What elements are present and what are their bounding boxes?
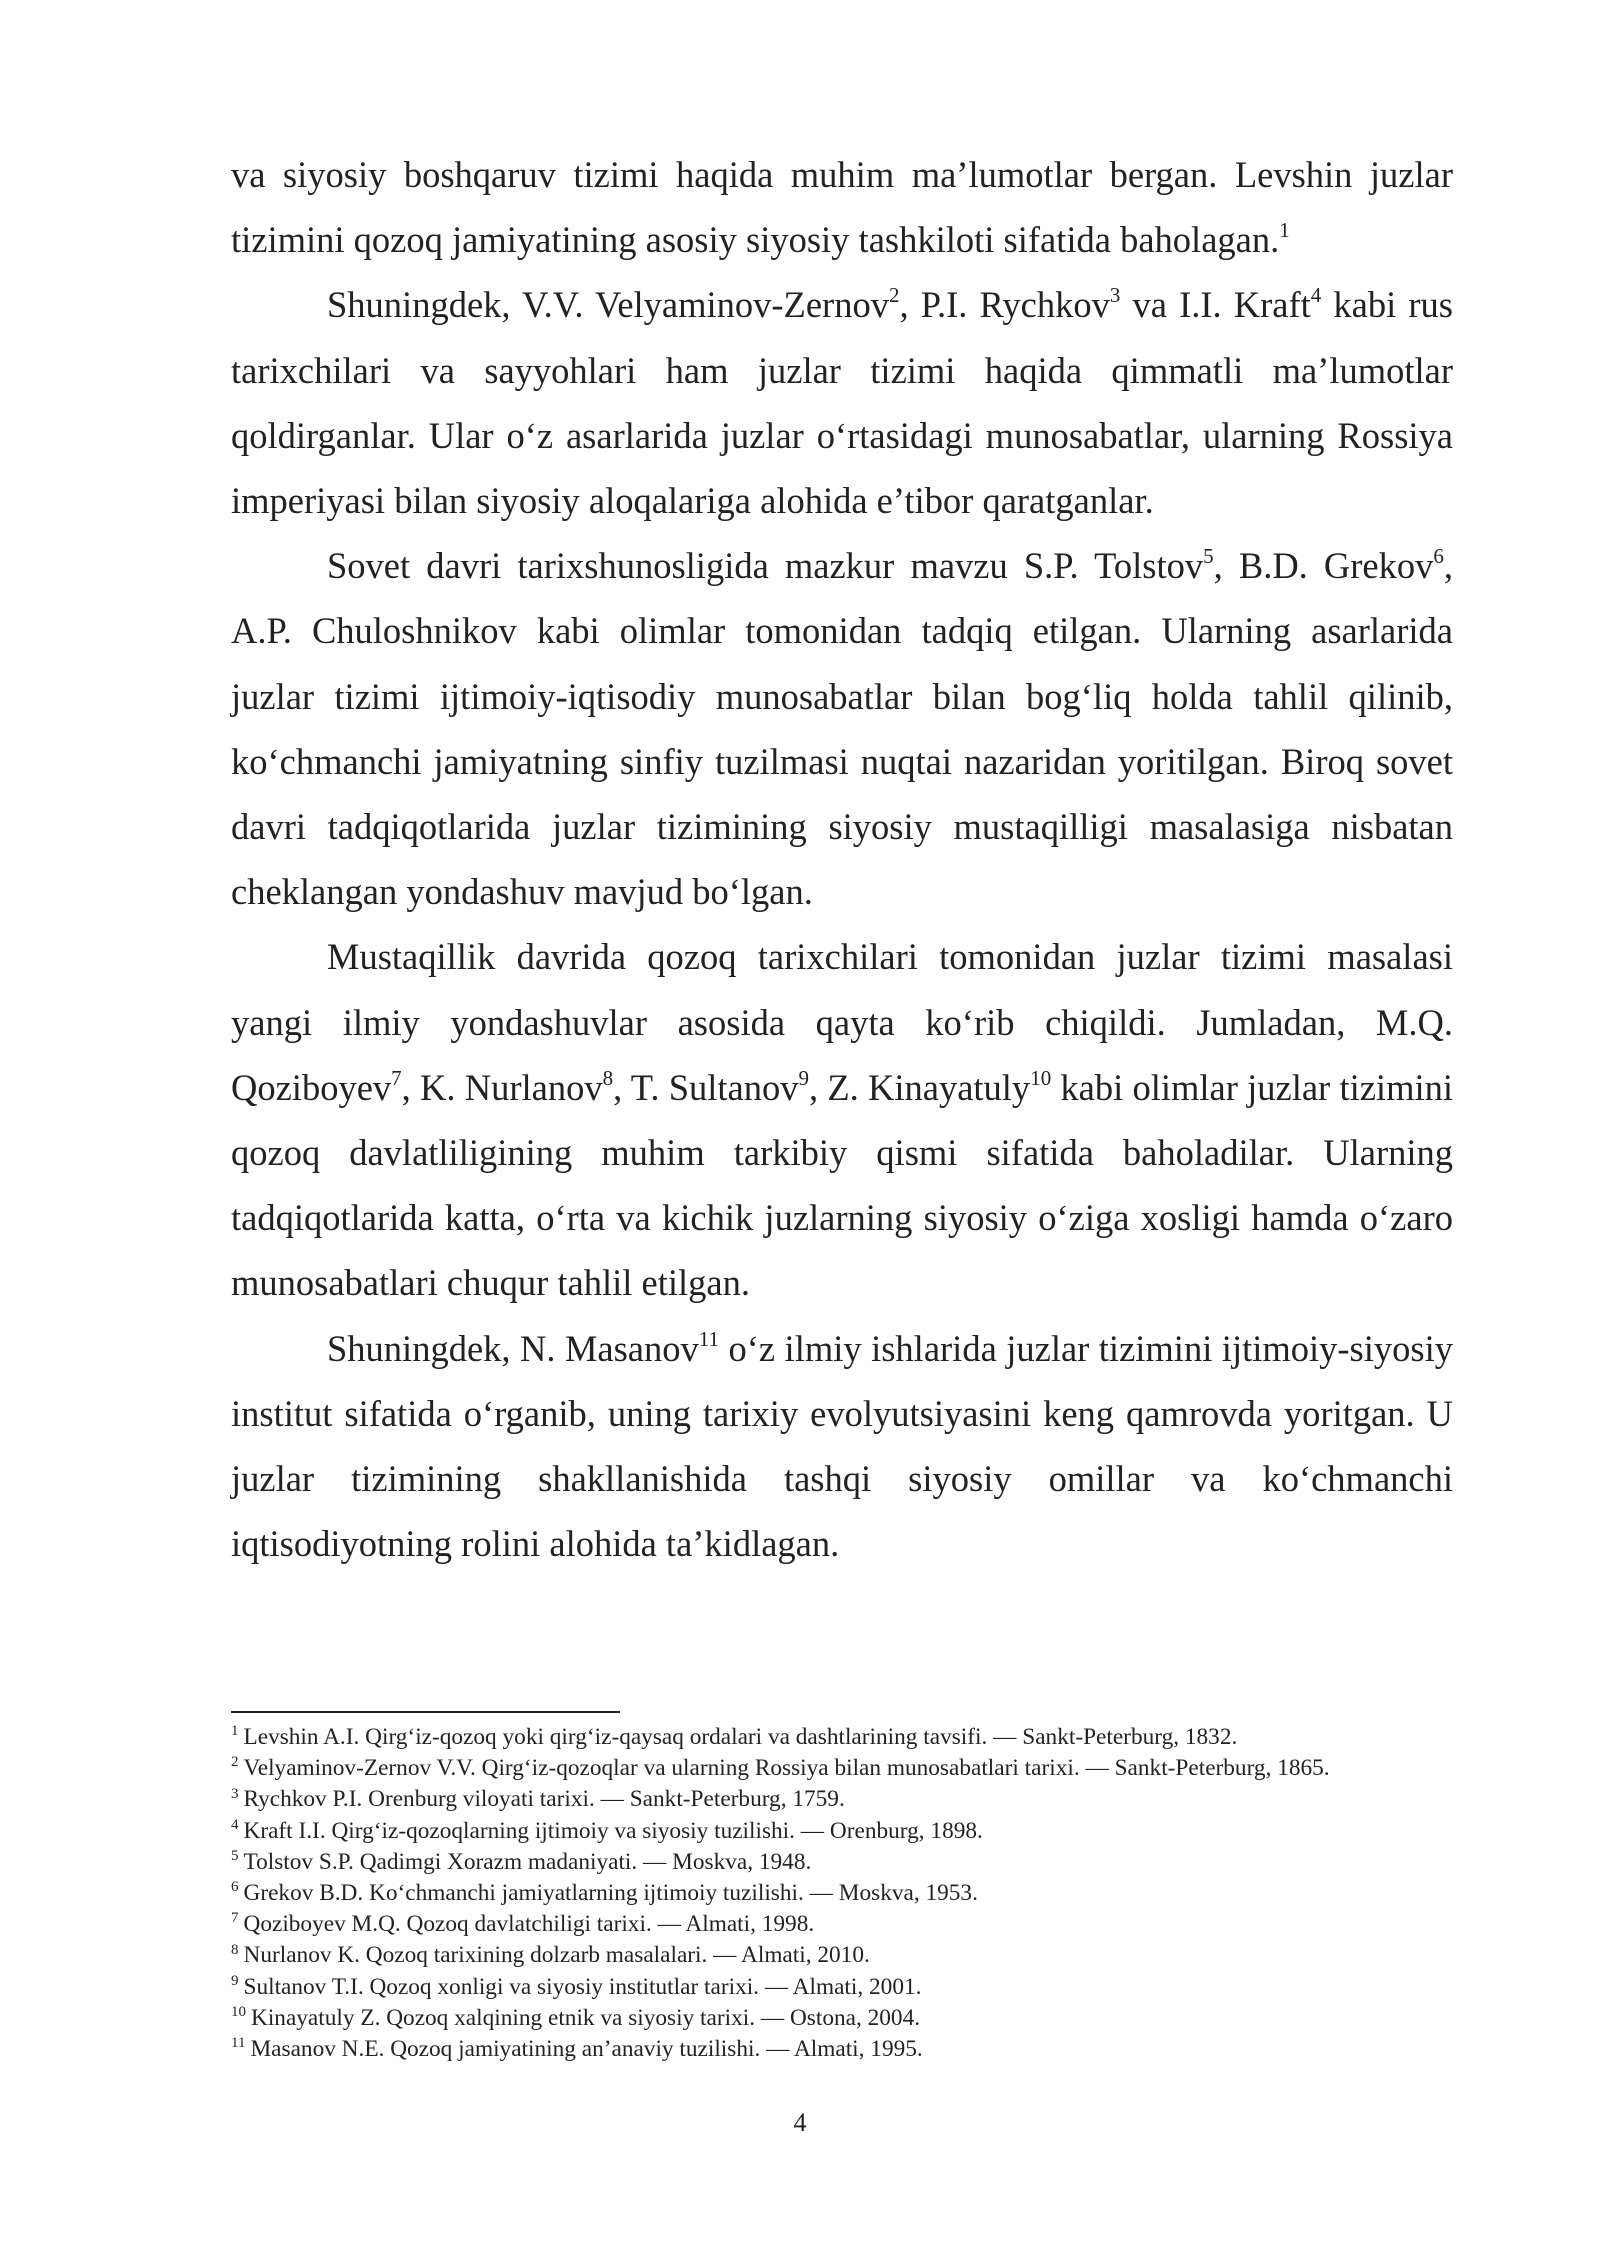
footnote-reference: 11 bbox=[698, 1326, 719, 1351]
footnote-number: 2 bbox=[231, 1754, 239, 1771]
footnote-reference: 5 bbox=[1203, 544, 1214, 569]
body-paragraph bbox=[231, 924, 1453, 1315]
footnotes-section bbox=[231, 1722, 1453, 2065]
body-paragraph bbox=[231, 1316, 1453, 1577]
footnote-item bbox=[231, 1722, 1453, 1753]
paragraph-text: , P.I. Rychkov bbox=[899, 284, 1110, 326]
footnote-number: 5 bbox=[231, 1848, 239, 1865]
footnote-text: Masanov N.E. Qozoq jamiyatining an’anaviy tuzilishi. — Almati, 1995. bbox=[250, 2036, 923, 2063]
footnote-text: Grekov B.D. Ko‘chmanchi jamiyatlarning ijtimoiy tuzilishi. — Moskva, 1953. bbox=[243, 1880, 978, 1907]
footnote-number: 11 bbox=[231, 2035, 246, 2052]
paragraph-text: Mustaqillik davrida qozoq tarixchilari tomonidan juzlar tizimi masalasi yangi ilmiy yondashuvlar asosida qayta ko‘rib chiqildi. Jumladan, M.Q. Qoziboyev bbox=[231, 936, 1453, 1108]
paragraph-text: va siyosiy boshqaruv tizimi haqida muhim ma’lumotlar bergan. Levshin juzlar tizimini qozoq jamiyatining asosiy siyosiy tashkiloti sifatida baholagan. bbox=[231, 154, 1453, 261]
body-paragraph bbox=[231, 142, 1453, 272]
paragraph-text: Shuningdek, N. Masanov bbox=[327, 1327, 699, 1369]
footnote-number: 1 bbox=[231, 1723, 239, 1740]
paragraph-text: , T. Sultanov bbox=[613, 1066, 799, 1108]
footnote-number: 7 bbox=[231, 1910, 239, 1927]
main-body-text bbox=[231, 142, 1453, 1576]
paragraph-text: va I.I. Kraft bbox=[1120, 284, 1311, 326]
paragraph-text: , Z. Kinayatuly bbox=[809, 1066, 1031, 1108]
footnote-item bbox=[231, 1753, 1453, 1784]
paragraph-text: , K. Nurlanov bbox=[401, 1066, 603, 1108]
footnote-reference: 2 bbox=[888, 283, 900, 308]
footnote-text: Velyaminov-Zernov V.V. Qirg‘iz-qozoqlar va ularning Rossiya bilan munosabatlari tarixi. — Sankt-Peterburg, 1865. bbox=[243, 1755, 1330, 1782]
footnote-text: Kinayatuly Z. Qozoq xalqining etnik va siyosiy tarixi. — Ostona, 2004. bbox=[251, 2004, 921, 2031]
footnote-separator bbox=[231, 1711, 620, 1713]
paragraph-text: kabi rus tarixchilari va sayyohlari ham juzlar tizimi haqida qimmatli ma’lumotlar qoldirganlar. Ular o‘z asarlarida juzlar o‘rtasidagi munosabatlar, ularning Rossiya imperiyasi bilan siyosiy aloqalariga alohida e’tibor qaratganlar. bbox=[231, 284, 1453, 522]
footnote-text: Sultanov T.I. Qozoq xonligi va siyosiy institutlar tarixi. — Almati, 2001. bbox=[243, 1973, 922, 2000]
paragraph-text: , B.D. Grekov bbox=[1213, 545, 1434, 587]
footnote-item bbox=[231, 1972, 1453, 2003]
footnote-item bbox=[231, 1878, 1453, 1909]
footnote-text: Levshin A.I. Qirg‘iz-qozoq yoki qirg‘iz-qaysaq ordalari va dashtlarining tavsifi. — Sankt-Peterburg, 1832. bbox=[243, 1724, 1238, 1750]
footnote-text: Tolstov S.P. Qadimgi Xorazm madaniyati. — Moskva, 1948. bbox=[243, 1848, 812, 1875]
footnote-item bbox=[231, 1909, 1453, 1940]
paragraph-text: Sovet davri tarixshunosligida mazkur mavzu S.P. Tolstov bbox=[327, 545, 1204, 587]
footnote-number: 6 bbox=[231, 1879, 239, 1896]
footnote-number: 9 bbox=[231, 1972, 239, 1989]
footnote-item bbox=[231, 1784, 1453, 1815]
footnote-reference: 8 bbox=[602, 1065, 614, 1090]
footnote-item bbox=[231, 1847, 1453, 1878]
footnote-item bbox=[231, 1816, 1453, 1847]
footnote-number: 10 bbox=[231, 2004, 246, 2021]
footnote-reference: 6 bbox=[1433, 544, 1444, 569]
page-number: 4 bbox=[793, 2108, 807, 2137]
body-paragraph bbox=[231, 533, 1453, 924]
footnote-reference: 7 bbox=[391, 1065, 402, 1090]
footnote-text: Nurlanov K. Qozoq tarixining dolzarb masalalari. — Almati, 2010. bbox=[243, 1942, 870, 1969]
paragraph-text: , A.P. Chuloshnikov kabi olimlar tomonidan tadqiq etilgan. Ularning asarlarida juzlar tizimi ijtimoiy-iqtisodiy munosabatlar bilan bog‘liq holda tahlil qilinib, ko‘chmanchi jamiyatning sinfiy tuzilmasi nuqtai nazaridan yoritilgan. Biroq sovet davri tadqiqotlarida juzlar tizimining siyosiy mustaqilligi masalasiga nisbatan cheklangan yondashuv mavjud bo‘lgan. bbox=[231, 545, 1454, 913]
footnote-number: 8 bbox=[231, 1941, 239, 1958]
footnote-number: 3 bbox=[231, 1785, 239, 1802]
footnote-reference: 10 bbox=[1030, 1065, 1052, 1090]
footnote-reference: 9 bbox=[798, 1065, 809, 1090]
footnote-item bbox=[231, 1940, 1453, 1971]
paragraph-text: Shuningdek, V.V. Velyaminov-Zernov bbox=[327, 284, 889, 326]
paragraph-text: o‘z ilmiy ishlarida juzlar tizimini ijtimoiy-siyosiy institut sifatida o‘rganib, uning tarixiy evolyutsiyasini keng qamrovda yoritgan. U juzlar tizimining shakllanishida tashqi siyosiy omillar va ko‘chmanchi iqtisodiyotning rolini alohida ta’kidlagan. bbox=[231, 1327, 1453, 1565]
footnote-item bbox=[231, 2003, 1453, 2034]
body-paragraph bbox=[231, 272, 1453, 533]
footnote-reference: 4 bbox=[1310, 283, 1322, 308]
paragraph-text: kabi olimlar juzlar tizimini qozoq davlatliligining muhim tarkibiy qismi sifatida baholadilar. Ularning tadqiqotlarida katta, o‘rta va kichik juzlarning siyosiy o‘ziga xosligi hamda o‘zaro munosabatlari chuqur tahlil etilgan. bbox=[231, 1066, 1453, 1304]
footnote-reference: 1 bbox=[1279, 218, 1290, 243]
footnote-number: 4 bbox=[231, 1816, 239, 1833]
footnote-item bbox=[231, 2034, 1453, 2065]
footnote-text: Rychkov P.I. Orenburg viloyati tarixi. — Sankt-Peterburg, 1759. bbox=[243, 1786, 845, 1813]
footnote-text: Kraft I.I. Qirg‘iz-qozoqlarning ijtimoiy va siyosiy tuzilishi. — Orenburg, 1898. bbox=[243, 1817, 983, 1844]
footnote-reference: 3 bbox=[1109, 283, 1121, 308]
footnote-text: Qoziboyev M.Q. Qozoq davlatchiligi tarixi. — Almati, 1998. bbox=[243, 1911, 815, 1938]
